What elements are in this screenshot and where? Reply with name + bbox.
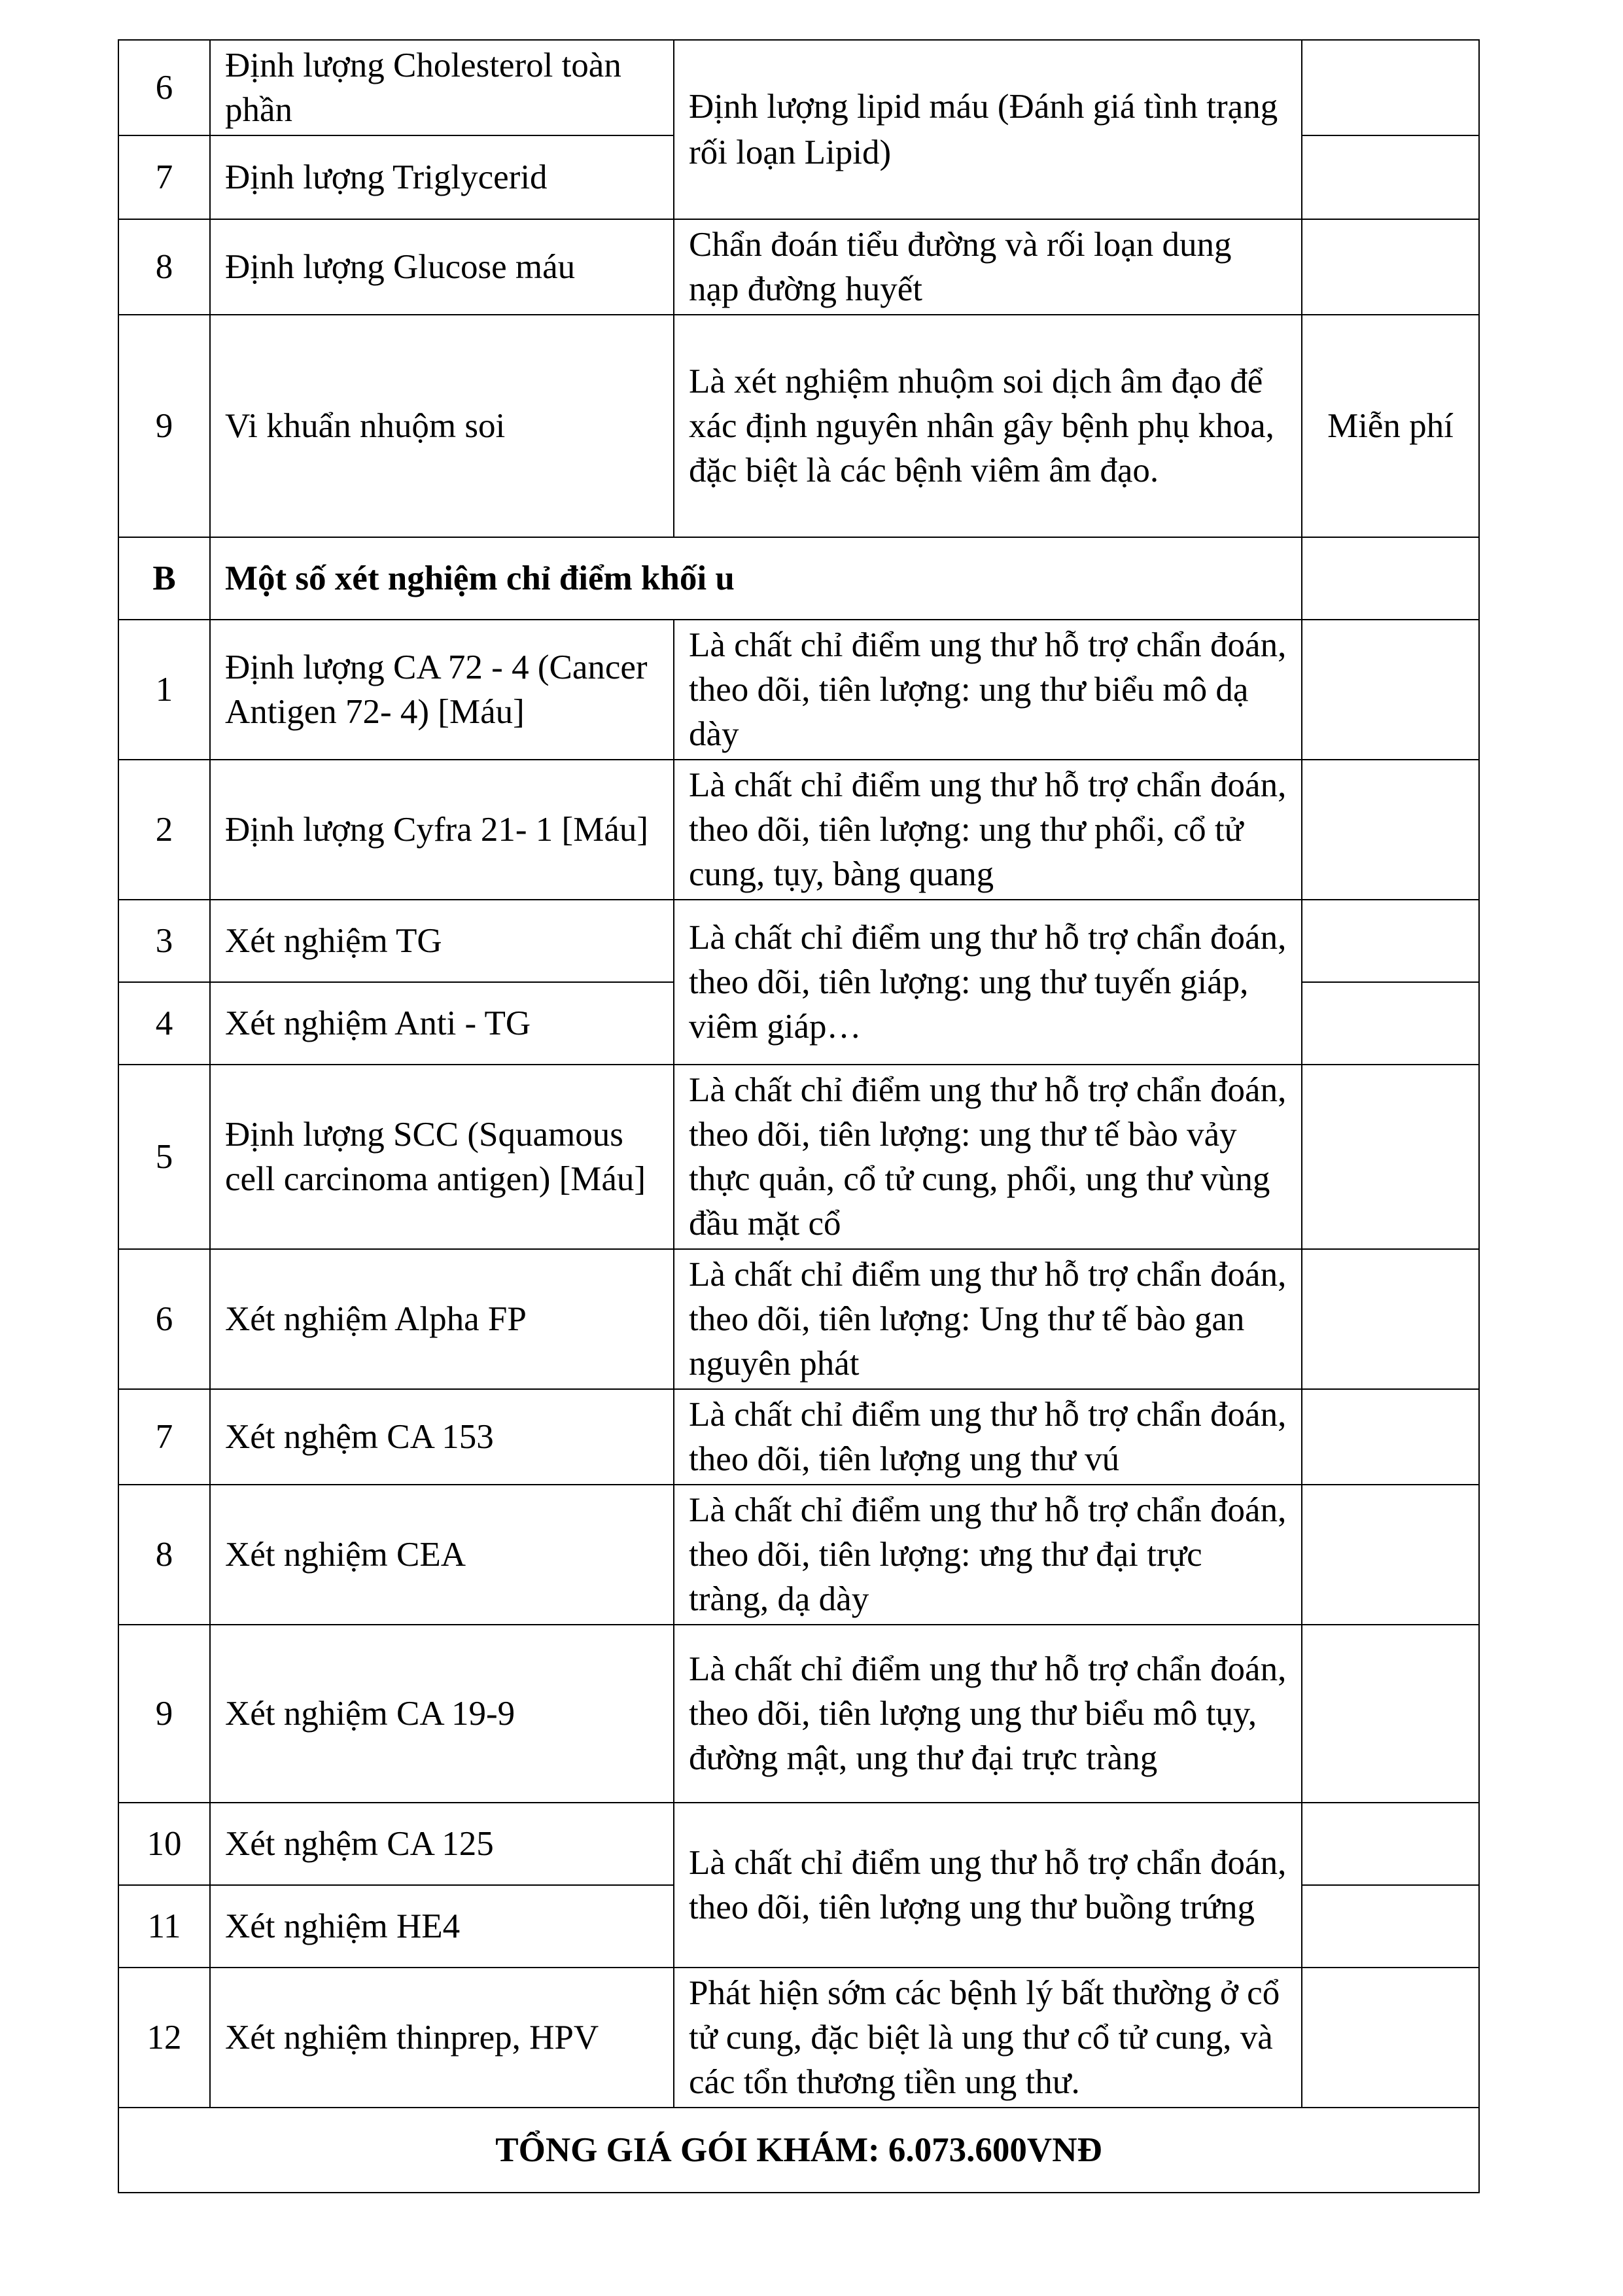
table-row [118,1968,1479,2108]
table-row [118,1249,1479,1389]
table-row [118,1485,1479,1625]
test-name: Định lượng Cholesterol toàn phần [210,40,674,135]
table-row [118,219,1479,315]
table-row [118,40,1479,135]
test-description: Là chất chỉ điểm ung thư hỗ trợ chẩn đoán, theo dõi, tiên lượng: ung thư tế bào vảy thực quản, cổ tử cung, phổi, ung thư vùng đầu mặt cổ [674,1065,1302,1249]
row-number: 9 [118,1625,210,1803]
price-cell [1302,1389,1479,1485]
row-number: 11 [118,1885,210,1968]
row-number: 7 [118,135,210,219]
section-title: Một số xét nghiệm chỉ điểm khối u [210,537,1302,620]
table-row [118,315,1479,537]
price-cell [1302,1485,1479,1625]
section-header-row [118,537,1479,620]
test-name: Xét nghiệm CEA [210,1485,674,1625]
price-cell [1302,760,1479,900]
row-number: 6 [118,40,210,135]
row-number: 1 [118,620,210,760]
package-total: TỔNG GIÁ GÓI KHÁM: 6.073.600VNĐ [118,2108,1479,2193]
test-name: Xét nghiệm CA 19-9 [210,1625,674,1803]
exam-package-table [118,39,1480,2193]
price-cell [1302,1803,1479,1885]
table-row [118,620,1479,760]
price-cell [1302,1968,1479,2108]
test-name: Định lượng CA 72 - 4 (Cancer Antigen 72- 4) [Máu] [210,620,674,760]
row-number: 8 [118,219,210,315]
test-description: Là chất chỉ điểm ung thư hỗ trợ chẩn đoán, theo dõi, tiên lượng: Ung thư tế bào gan nguyên phát [674,1249,1302,1389]
price-cell [1302,40,1479,135]
row-number: 5 [118,1065,210,1249]
price-cell [1302,1885,1479,1968]
price-cell [1302,900,1479,982]
test-description: Là chất chỉ điểm ung thư hỗ trợ chẩn đoán, theo dõi, tiên lượng: ung thư phổi, cổ tử cung, tụy, bàng quang [674,760,1302,900]
test-name: Định lượng SCC (Squamous cell carcinoma antigen) [Máu] [210,1065,674,1249]
price-cell [1302,135,1479,219]
row-number: 3 [118,900,210,982]
row-number: 4 [118,982,210,1065]
price-cell [1302,219,1479,315]
test-name: Xét nghiệm TG [210,900,674,982]
test-name: Vi khuẩn nhuộm soi [210,315,674,537]
test-description: Là chất chỉ điểm ung thư hỗ trợ chẩn đoán, theo dõi, tiên lượng ung thư buồng trứng [674,1803,1302,1968]
row-number: 8 [118,1485,210,1625]
price-cell [1302,620,1479,760]
test-name: Định lượng Glucose máu [210,219,674,315]
test-description: Là chất chỉ điểm ung thư hỗ trợ chẩn đoán, theo dõi, tiên lượng: ung thư biểu mô dạ dày [674,620,1302,760]
price-cell [1302,537,1479,620]
price-cell: Miễn phí [1302,315,1479,537]
test-description: Chẩn đoán tiểu đường và rối loạn dung nạp đường huyết [674,219,1302,315]
test-description: Là chất chỉ điểm ung thư hỗ trợ chẩn đoán, theo dõi, tiên lượng: ung thư tuyến giáp, viêm giáp… [674,900,1302,1065]
table-row [118,1625,1479,1803]
table-row [118,1389,1479,1485]
price-cell [1302,982,1479,1065]
test-description: Là chất chỉ điểm ung thư hỗ trợ chẩn đoán, theo dõi, tiên lượng: ưng thư đại trực tràng, dạ dày [674,1485,1302,1625]
row-number: 7 [118,1389,210,1485]
test-name: Xét nghiệm Anti - TG [210,982,674,1065]
test-description: Định lượng lipid máu (Đánh giá tình trạng rối loạn Lipid) [674,40,1302,219]
price-cell [1302,1065,1479,1249]
row-number: 10 [118,1803,210,1885]
section-code: B [118,537,210,620]
table-row [118,1065,1479,1249]
test-description: Là xét nghiệm nhuộm soi dịch âm đạo để xác định nguyên nhân gây bệnh phụ khoa, đặc biệt là các bệnh viêm âm đạo. [674,315,1302,537]
row-number: 9 [118,315,210,537]
test-name: Xét nghiệm HE4 [210,1885,674,1968]
test-name: Xét nghiệm Alpha FP [210,1249,674,1389]
row-number: 6 [118,1249,210,1389]
test-name: Định lượng Triglycerid [210,135,674,219]
price-cell [1302,1625,1479,1803]
price-cell [1302,1249,1479,1389]
total-row [118,2108,1479,2193]
table-row [118,1803,1479,1885]
table-row [118,760,1479,900]
table-row [118,900,1479,982]
test-description: Phát hiện sớm các bệnh lý bất thường ở cổ tử cung, đặc biệt là ung thư cổ tử cung, và các tổn thương tiền ung thư. [674,1968,1302,2108]
test-name: Xét nghệm CA 153 [210,1389,674,1485]
row-number: 12 [118,1968,210,2108]
test-description: Là chất chỉ điểm ung thư hỗ trợ chẩn đoán, theo dõi, tiên lượng ung thư vú [674,1389,1302,1485]
test-name: Xét nghiệm thinprep, HPV [210,1968,674,2108]
test-description: Là chất chỉ điểm ung thư hỗ trợ chẩn đoán, theo dõi, tiên lượng ung thư biểu mô tụy, đường mật, ung thư đại trực tràng [674,1625,1302,1803]
test-name: Xét nghệm CA 125 [210,1803,674,1885]
row-number: 2 [118,760,210,900]
test-name: Định lượng Cyfra 21- 1 [Máu] [210,760,674,900]
